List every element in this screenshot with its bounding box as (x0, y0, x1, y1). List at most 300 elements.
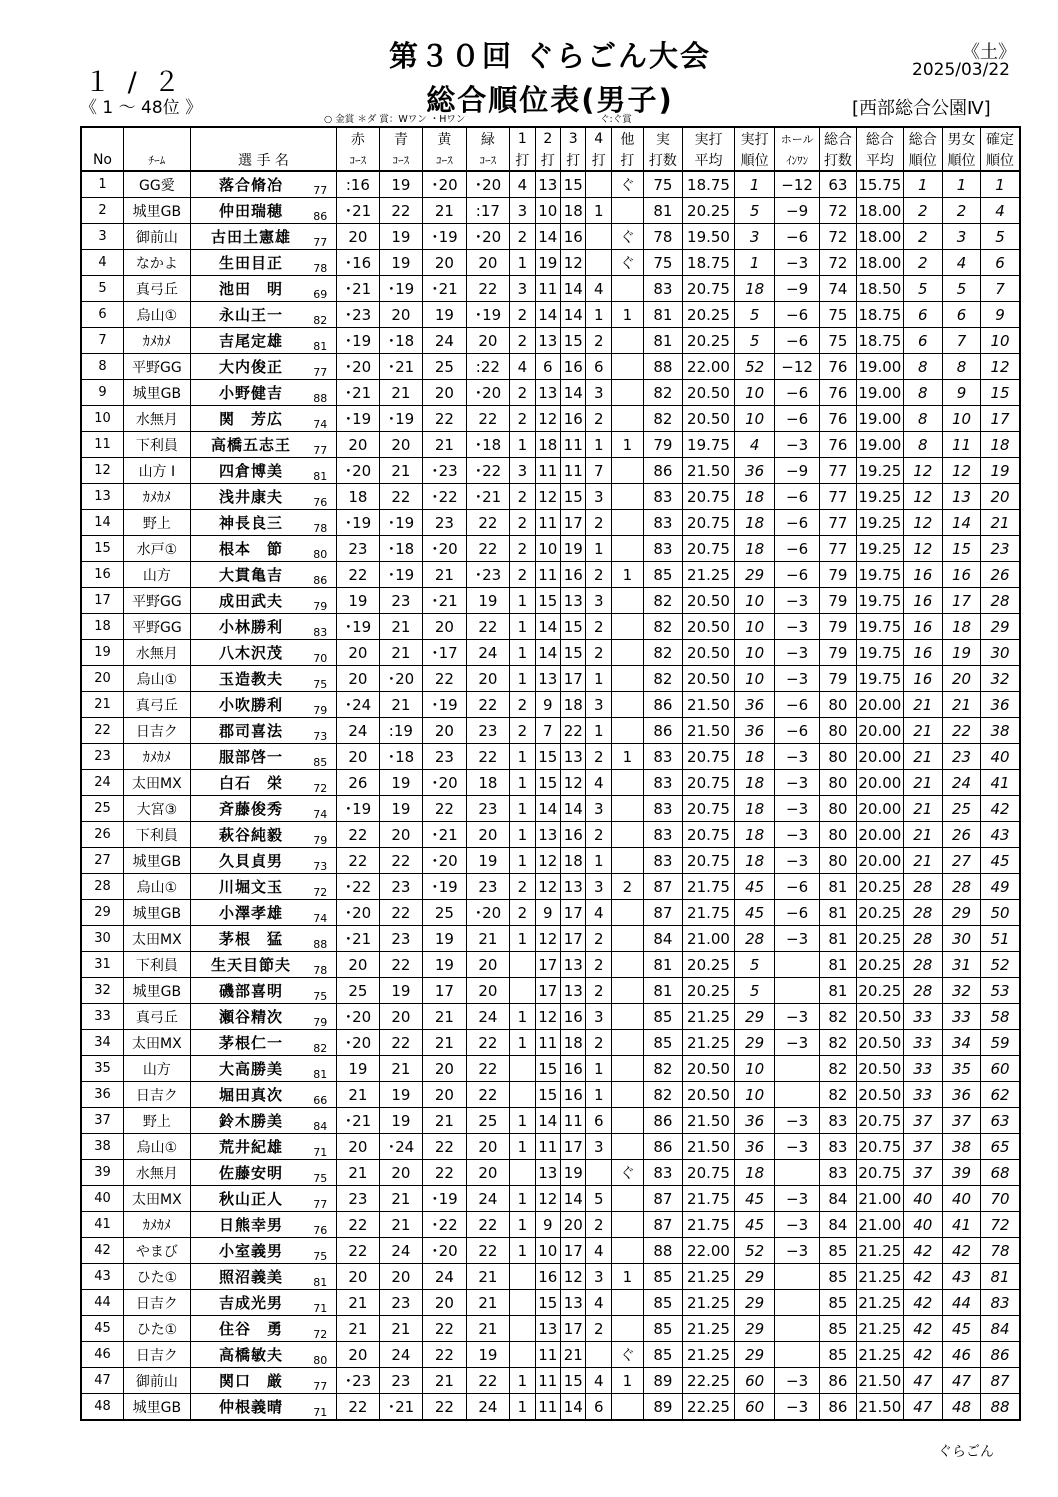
cell-green: 23 (466, 874, 510, 900)
cell-strokes: 82 (643, 640, 682, 666)
cell-total: 80 (819, 692, 856, 718)
cell-green: 18 (466, 770, 510, 796)
cell-strokes: 83 (643, 744, 682, 770)
cell-age: 74 (311, 406, 336, 432)
cell-total: 84 (819, 1186, 856, 1212)
cell-rank: 29 (735, 1030, 775, 1056)
cell-grank: 4 (942, 250, 980, 276)
cell-red: ･20 (337, 354, 379, 380)
cell-team: 城里GB (123, 900, 190, 926)
cell-red: 24 (337, 718, 379, 744)
cell-avg: 20.25 (683, 302, 735, 328)
cell-s1: 1 (510, 1368, 535, 1394)
cell-total: 86 (819, 1368, 856, 1394)
cell-grank: 24 (942, 770, 980, 796)
cell-avg: 21.50 (683, 1108, 735, 1134)
cell-age: 77 (311, 1368, 336, 1394)
cell-tavg: 18.50 (857, 276, 904, 302)
cell-no: 10 (81, 406, 123, 432)
cell-green: 20 (466, 328, 510, 354)
cell-other (611, 276, 643, 302)
cell-s4: 3 (586, 380, 611, 406)
cell-tavg: 20.50 (857, 1030, 904, 1056)
cell-hio: −6 (775, 484, 820, 510)
cell-yellow: 20 (423, 1056, 467, 1082)
cell-s2: 14 (535, 614, 560, 640)
cell-tavg: 20.75 (857, 1134, 904, 1160)
cell-name: 吉尾定雄 (190, 328, 311, 354)
cell-s2: 11 (535, 510, 560, 536)
cell-grank: 9 (942, 380, 980, 406)
cell-avg: 20.50 (683, 640, 735, 666)
cell-blue: ･24 (379, 1134, 423, 1160)
cell-avg: 21.50 (683, 458, 735, 484)
cell-avg: 20.25 (683, 328, 735, 354)
cell-hio: −6 (775, 328, 820, 354)
cell-strokes: 83 (643, 276, 682, 302)
cell-total: 75 (819, 302, 856, 328)
cell-yellow: ･20 (423, 171, 467, 198)
cell-other: ぐ (611, 250, 643, 276)
table-row (81, 1290, 1020, 1316)
cell-name: 生田目正 (190, 250, 311, 276)
cell-s3: 17 (561, 1316, 586, 1342)
cell-team: 太田MX (123, 770, 190, 796)
cell-avg: 20.75 (683, 770, 735, 796)
cell-strokes: 87 (643, 874, 682, 900)
cell-total: 80 (819, 770, 856, 796)
cell-name: 浅井康夫 (190, 484, 311, 510)
cell-s3: 17 (561, 510, 586, 536)
cell-s4: 1 (586, 1082, 611, 1108)
col-header-hio: ホール (775, 127, 820, 149)
award-legend: ○ 金賞 ＊ダ 賞：Wワン ・Hワン (324, 114, 466, 125)
cell-final: 63 (981, 1108, 1020, 1134)
cell-blue: 19 (379, 224, 423, 250)
table-row (81, 1394, 1020, 1421)
cell-team: 山方 (123, 1056, 190, 1082)
cell-hio: −9 (775, 198, 820, 224)
cell-s1: 1 (510, 432, 535, 458)
table-row (81, 380, 1020, 406)
cell-final: 72 (981, 1212, 1020, 1238)
cell-grank: 37 (942, 1108, 980, 1134)
cell-s1: 1 (510, 250, 535, 276)
cell-team: ｶﾒｶﾒ (123, 1212, 190, 1238)
cell-red: 20 (337, 1342, 379, 1368)
cell-name: 古田土憲雄 (190, 224, 311, 250)
cell-yellow: ･19 (423, 224, 467, 250)
cell-avg: 21.25 (683, 1316, 735, 1342)
cell-s2: 12 (535, 926, 560, 952)
cell-hio: −3 (775, 926, 820, 952)
cell-grank: 38 (942, 1134, 980, 1160)
cell-red: 19 (337, 1056, 379, 1082)
cell-s1: 2 (510, 718, 535, 744)
cell-s4: 1 (586, 302, 611, 328)
cell-trank: 47 (903, 1368, 942, 1394)
cell-no: 13 (81, 484, 123, 510)
cell-s4: 6 (586, 1108, 611, 1134)
cell-s2: 14 (535, 796, 560, 822)
table-row (81, 1134, 1020, 1160)
cell-total: 72 (819, 224, 856, 250)
cell-s4: 1 (586, 848, 611, 874)
col-header-s4: 打 (586, 149, 611, 171)
cell-avg: 21.25 (683, 1264, 735, 1290)
cell-no: 44 (81, 1290, 123, 1316)
cell-yellow: 20 (423, 718, 467, 744)
rank-range: 《 1 ～ 48位 》 (80, 98, 203, 118)
cell-total: 79 (819, 640, 856, 666)
cell-age: 72 (311, 770, 336, 796)
cell-yellow: 21 (423, 1030, 467, 1056)
cell-no: 3 (81, 224, 123, 250)
cell-yellow: 19 (423, 926, 467, 952)
cell-s4: 4 (586, 276, 611, 302)
cell-name: 吉成光男 (190, 1290, 311, 1316)
table-row (81, 926, 1020, 952)
table-row (81, 1264, 1020, 1290)
cell-grank: 2 (942, 198, 980, 224)
cell-s1: 2 (510, 406, 535, 432)
cell-no: 5 (81, 276, 123, 302)
cell-age: 83 (311, 614, 336, 640)
cell-green: 22 (466, 1056, 510, 1082)
col-header-green: ｺｰｽ (466, 149, 510, 171)
cell-red: 20 (337, 744, 379, 770)
cell-no: 2 (81, 198, 123, 224)
cell-s4: 3 (586, 796, 611, 822)
cell-yellow: 20 (423, 380, 467, 406)
cell-hio: −6 (775, 692, 820, 718)
cell-trank: 21 (903, 692, 942, 718)
cell-s1: 4 (510, 354, 535, 380)
cell-no: 48 (81, 1394, 123, 1421)
cell-trank: 2 (903, 198, 942, 224)
cell-name: 佐藤安明 (190, 1160, 311, 1186)
cell-red: ･23 (337, 1368, 379, 1394)
cell-blue: 20 (379, 1004, 423, 1030)
cell-hio: −3 (775, 1004, 820, 1030)
cell-age: 70 (311, 640, 336, 666)
cell-s1 (510, 1342, 535, 1368)
cell-s2: 13 (535, 666, 560, 692)
cell-strokes: 83 (643, 1160, 682, 1186)
cell-age: 85 (311, 744, 336, 770)
cell-green: ･20 (466, 900, 510, 926)
cell-yellow: ･19 (423, 692, 467, 718)
cell-hio: −6 (775, 536, 820, 562)
cell-strokes: 85 (643, 1004, 682, 1030)
col-header-avg: 実打 (683, 127, 735, 149)
cell-no: 16 (81, 562, 123, 588)
cell-s2: 7 (535, 718, 560, 744)
cell-avg: 20.75 (683, 848, 735, 874)
cell-blue: 24 (379, 1342, 423, 1368)
cell-yellow: ･19 (423, 1186, 467, 1212)
cell-strokes: 83 (643, 536, 682, 562)
table-row (81, 1186, 1020, 1212)
cell-hio: −6 (775, 510, 820, 536)
cell-green: 24 (466, 1004, 510, 1030)
cell-total: 75 (819, 328, 856, 354)
cell-green: ･20 (466, 380, 510, 406)
cell-tavg: 19.00 (857, 354, 904, 380)
cell-red: :16 (337, 171, 379, 198)
cell-team: 太田MX (123, 1030, 190, 1056)
cell-s3: 14 (561, 1394, 586, 1421)
cell-team: ｶﾒｶﾒ (123, 744, 190, 770)
cell-s4: 2 (586, 614, 611, 640)
cell-tavg: 19.75 (857, 562, 904, 588)
cell-rank: 36 (735, 458, 775, 484)
cell-tavg: 19.75 (857, 640, 904, 666)
cell-other (611, 328, 643, 354)
cell-s4: 2 (586, 406, 611, 432)
cell-avg: 20.25 (683, 198, 735, 224)
cell-s2: 9 (535, 1212, 560, 1238)
cell-yellow: 20 (423, 1082, 467, 1108)
cell-grank: 6 (942, 302, 980, 328)
cell-hio: −6 (775, 406, 820, 432)
cell-s2: 15 (535, 588, 560, 614)
col-header-final: 確定 (981, 127, 1020, 149)
cell-total: 77 (819, 536, 856, 562)
cell-rank: 29 (735, 562, 775, 588)
cell-final: 83 (981, 1290, 1020, 1316)
cell-s2: 18 (535, 432, 560, 458)
cell-other (611, 900, 643, 926)
cell-green: 20 (466, 978, 510, 1004)
cell-strokes: 83 (643, 822, 682, 848)
cell-age: 76 (311, 1212, 336, 1238)
cell-grank: 29 (942, 900, 980, 926)
cell-strokes: 83 (643, 510, 682, 536)
cell-hio: −6 (775, 874, 820, 900)
cell-red: ･21 (337, 926, 379, 952)
cell-s3: 15 (561, 614, 586, 640)
cell-yellow: 21 (423, 1368, 467, 1394)
cell-tavg: 19.25 (857, 458, 904, 484)
cell-team: ひた① (123, 1264, 190, 1290)
cell-no: 7 (81, 328, 123, 354)
cell-s3: 17 (561, 666, 586, 692)
cell-avg: 20.75 (683, 484, 735, 510)
cell-blue: 19 (379, 978, 423, 1004)
cell-name: 池田 明 (190, 276, 311, 302)
cell-rank: 10 (735, 666, 775, 692)
cell-grank: 5 (942, 276, 980, 302)
cell-s2: 12 (535, 848, 560, 874)
cell-strokes: 82 (643, 1082, 682, 1108)
cell-s2: 14 (535, 1108, 560, 1134)
cell-s3: 18 (561, 1030, 586, 1056)
col-header-tavg: 平均 (857, 149, 904, 171)
cell-rank: 18 (735, 770, 775, 796)
cell-rank: 18 (735, 510, 775, 536)
cell-team: ｶﾒｶﾒ (123, 328, 190, 354)
cell-red: ･20 (337, 1030, 379, 1056)
cell-age: 81 (311, 458, 336, 484)
cell-grank: 20 (942, 666, 980, 692)
cell-strokes: 81 (643, 328, 682, 354)
cell-trank: 21 (903, 744, 942, 770)
cell-green: ･20 (466, 171, 510, 198)
cell-blue: 20 (379, 1264, 423, 1290)
cell-final: 4 (981, 198, 1020, 224)
cell-avg: 21.25 (683, 1030, 735, 1056)
cell-green: 23 (466, 718, 510, 744)
cell-trank: 28 (903, 926, 942, 952)
cell-strokes: 83 (643, 770, 682, 796)
cell-avg: 20.50 (683, 1082, 735, 1108)
cell-other (611, 978, 643, 1004)
cell-avg: 21.50 (683, 1134, 735, 1160)
cell-grank: 33 (942, 1004, 980, 1030)
cell-final: 70 (981, 1186, 1020, 1212)
cell-rank: 29 (735, 1316, 775, 1342)
cell-blue: ･19 (379, 276, 423, 302)
cell-red: ･24 (337, 692, 379, 718)
cell-grank: 23 (942, 744, 980, 770)
cell-team: 日吉ク (123, 718, 190, 744)
cell-s1 (510, 952, 535, 978)
cell-tavg: 19.25 (857, 484, 904, 510)
cell-s2: 12 (535, 874, 560, 900)
cell-s4: 3 (586, 874, 611, 900)
cell-trank: 16 (903, 640, 942, 666)
cell-strokes: 86 (643, 1108, 682, 1134)
cell-trank: 28 (903, 952, 942, 978)
cell-final: 58 (981, 1004, 1020, 1030)
cell-yellow: ･20 (423, 770, 467, 796)
cell-hio: −3 (775, 1368, 820, 1394)
cell-yellow: 23 (423, 510, 467, 536)
cell-rank: 45 (735, 900, 775, 926)
cell-name: 瀬谷精次 (190, 1004, 311, 1030)
cell-red: 25 (337, 978, 379, 1004)
cell-green: ･21 (466, 484, 510, 510)
cell-name: 大内俊正 (190, 354, 311, 380)
cell-total: 80 (819, 796, 856, 822)
cell-hio: −6 (775, 224, 820, 250)
table-row (81, 224, 1020, 250)
cell-rank: 1 (735, 171, 775, 198)
cell-s3: 14 (561, 302, 586, 328)
cell-trank: 21 (903, 770, 942, 796)
cell-blue: :19 (379, 718, 423, 744)
cell-tavg: 21.50 (857, 1394, 904, 1421)
cell-final: 17 (981, 406, 1020, 432)
cell-other (611, 198, 643, 224)
cell-name: 秋山正人 (190, 1186, 311, 1212)
cell-name: 照沼義美 (190, 1264, 311, 1290)
col-header-other: 打 (611, 149, 643, 171)
cell-no: 18 (81, 614, 123, 640)
cell-other (611, 1394, 643, 1421)
cell-rank: 18 (735, 484, 775, 510)
cell-final: 9 (981, 302, 1020, 328)
cell-rank: 60 (735, 1368, 775, 1394)
cell-s4: 2 (586, 328, 611, 354)
cell-trank: 42 (903, 1238, 942, 1264)
cell-tavg: 20.25 (857, 952, 904, 978)
cell-s2: 13 (535, 1160, 560, 1186)
table-row (81, 1056, 1020, 1082)
cell-yellow: ･20 (423, 1238, 467, 1264)
cell-s4: 4 (586, 900, 611, 926)
cell-total: 72 (819, 198, 856, 224)
table-row (81, 770, 1020, 796)
cell-rank: 3 (735, 224, 775, 250)
cell-rank: 52 (735, 1238, 775, 1264)
cell-no: 11 (81, 432, 123, 458)
cell-s3: 16 (561, 822, 586, 848)
cell-grank: 15 (942, 536, 980, 562)
cell-green: ･20 (466, 224, 510, 250)
cell-avg: 21.50 (683, 718, 735, 744)
cell-red: 22 (337, 1212, 379, 1238)
cell-s1: 3 (510, 276, 535, 302)
cell-yellow: 22 (423, 1134, 467, 1160)
cell-trank: 42 (903, 1316, 942, 1342)
cell-other (611, 1004, 643, 1030)
cell-s1: 2 (510, 380, 535, 406)
cell-avg: 20.50 (683, 1056, 735, 1082)
cell-trank: 40 (903, 1212, 942, 1238)
cell-red: ･19 (337, 796, 379, 822)
cell-s1 (510, 1264, 535, 1290)
cell-s1: 1 (510, 1108, 535, 1134)
cell-s2: 12 (535, 406, 560, 432)
cell-trank: 8 (903, 380, 942, 406)
cell-yellow: 20 (423, 614, 467, 640)
cell-yellow: ･21 (423, 276, 467, 302)
cell-strokes: 81 (643, 198, 682, 224)
cell-no: 35 (81, 1056, 123, 1082)
col-header-yellow: ｺｰｽ (423, 149, 467, 171)
cell-other: ぐ (611, 1342, 643, 1368)
cell-red: 22 (337, 1238, 379, 1264)
cell-final: 1 (981, 171, 1020, 198)
cell-s2: 11 (535, 1342, 560, 1368)
cell-red: 20 (337, 1134, 379, 1160)
cell-hio: −6 (775, 718, 820, 744)
cell-no: 29 (81, 900, 123, 926)
cell-s1: 2 (510, 562, 535, 588)
cell-avg: 21.50 (683, 692, 735, 718)
cell-green: 22 (466, 1238, 510, 1264)
cell-s1: 4 (510, 171, 535, 198)
table-row (81, 666, 1020, 692)
cell-age: 72 (311, 1316, 336, 1342)
cell-other (611, 380, 643, 406)
cell-other (611, 692, 643, 718)
cell-red: ･21 (337, 380, 379, 406)
cell-trank: 21 (903, 822, 942, 848)
cell-tavg: 19.75 (857, 588, 904, 614)
cell-strokes: 85 (643, 1030, 682, 1056)
cell-final: 7 (981, 276, 1020, 302)
cell-trank: 12 (903, 536, 942, 562)
cell-hio: −6 (775, 302, 820, 328)
table-row (81, 952, 1020, 978)
cell-s1: 1 (510, 1212, 535, 1238)
table-row (81, 1082, 1020, 1108)
cell-final: 21 (981, 510, 1020, 536)
cell-s4: 2 (586, 822, 611, 848)
